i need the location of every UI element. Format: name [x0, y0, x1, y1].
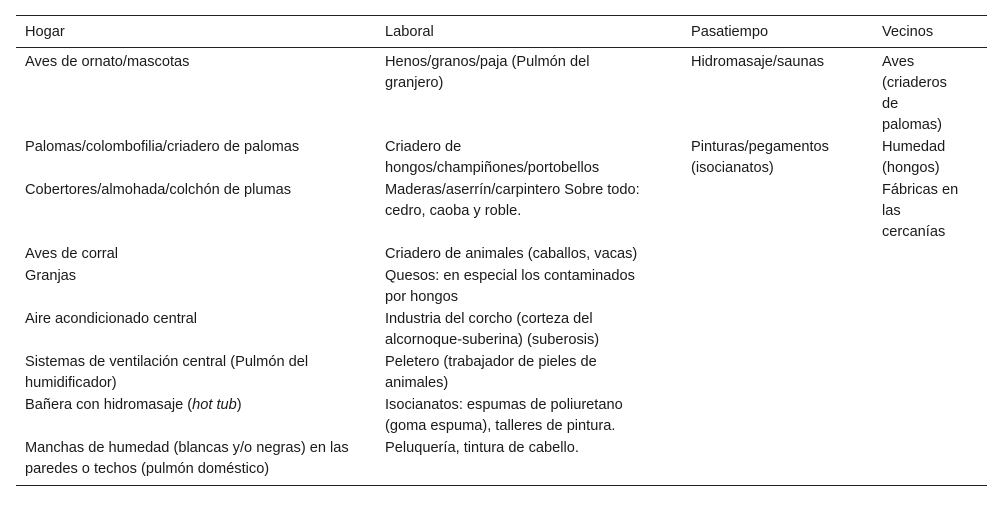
cell-vecinos [873, 309, 987, 352]
table-row [16, 352, 987, 395]
cell-laboral: Peletero (trabajador de pieles de animales) [385, 354, 597, 391]
cell-hogar: Aves de corral [25, 246, 119, 262]
column-header-vecinos: Vecinos [882, 24, 934, 40]
cell-hogar: Aire acondicionado central [25, 311, 197, 327]
cell-hogar-text: Bañera con hidromasaje ( [25, 397, 193, 413]
cell-hogar: Cobertores/almohada/colchón de plumas [25, 182, 292, 198]
header-row [16, 16, 987, 48]
table-row [16, 309, 987, 352]
table-row [16, 266, 987, 309]
cell-pasatiempo [682, 395, 873, 438]
cell-laboral: Criadero de animales (caballos, vacas) [385, 246, 638, 262]
cell-vecinos [873, 266, 987, 309]
table-row [16, 438, 987, 486]
table-row [16, 137, 987, 180]
cell-hogar: Sistemas de ventilación central (Pulmón del humidificador) [25, 354, 309, 391]
cell-laboral: Industria del corcho (corteza del alcornoque-suberina) (suberosis) [385, 311, 600, 348]
cell-pasatiempo: Hidromasaje/saunas [691, 54, 825, 70]
cell-pasatiempo [682, 352, 873, 395]
cell-vecinos: Fábricas en las cercanías [882, 182, 959, 240]
cell-pasatiempo: Pinturas/pegamentos (isocianatos) [691, 139, 829, 176]
column-header-hogar: Hogar [25, 24, 65, 40]
table-body [16, 48, 987, 486]
cell-pasatiempo [682, 309, 873, 352]
cell-hogar: Manchas de humedad (blancas y/o negras) en las paredes o techos (pulmón doméstico) [25, 440, 349, 477]
column-header-laboral: Laboral [385, 24, 434, 40]
cell-laboral: Maderas/aserrín/carpintero Sobre todo: cedro, caoba y roble. [385, 182, 640, 219]
cell-laboral: Peluquería, tintura de cabello. [385, 440, 579, 456]
cell-pasatiempo [682, 438, 873, 486]
cell-hogar: Palomas/colombofilia/criadero de palomas [25, 139, 300, 155]
cell-vecinos [873, 244, 987, 266]
cell-laboral: Henos/granos/paja (Pulmón del granjero) [385, 54, 590, 91]
cell-pasatiempo [682, 266, 873, 309]
cell-hogar-text-end: ) [236, 397, 242, 413]
exposure-sources-table [16, 15, 987, 486]
cell-laboral: Quesos: en especial los contaminados por hongos [385, 268, 635, 305]
column-header-pasatiempo: Pasatiempo [691, 24, 769, 40]
cell-hogar: Granjas [25, 268, 77, 284]
table-row [16, 48, 987, 138]
cell-hogar-italic-term: hot tub [192, 397, 237, 413]
table-row [16, 180, 987, 244]
cell-vecinos [873, 438, 987, 486]
cell-vecinos [873, 395, 987, 438]
table-row [16, 244, 987, 266]
cell-hogar [16, 395, 376, 438]
table-header [16, 16, 987, 48]
cell-vecinos [873, 352, 987, 395]
cell-hogar: Aves de ornato/mascotas [25, 54, 190, 70]
table-row [16, 395, 987, 438]
cell-pasatiempo [682, 244, 873, 266]
cell-vecinos: Humedad (hongos) [882, 139, 946, 176]
exposure-table-container [16, 15, 987, 486]
cell-pasatiempo [682, 180, 873, 244]
cell-laboral: Isocianatos: espumas de poliuretano (goma espuma), talleres de pintura. [385, 397, 623, 434]
cell-laboral: Criadero de hongos/champiñones/portobellos [385, 139, 600, 176]
cell-vecinos: Aves (criaderos de palomas) [882, 54, 947, 133]
